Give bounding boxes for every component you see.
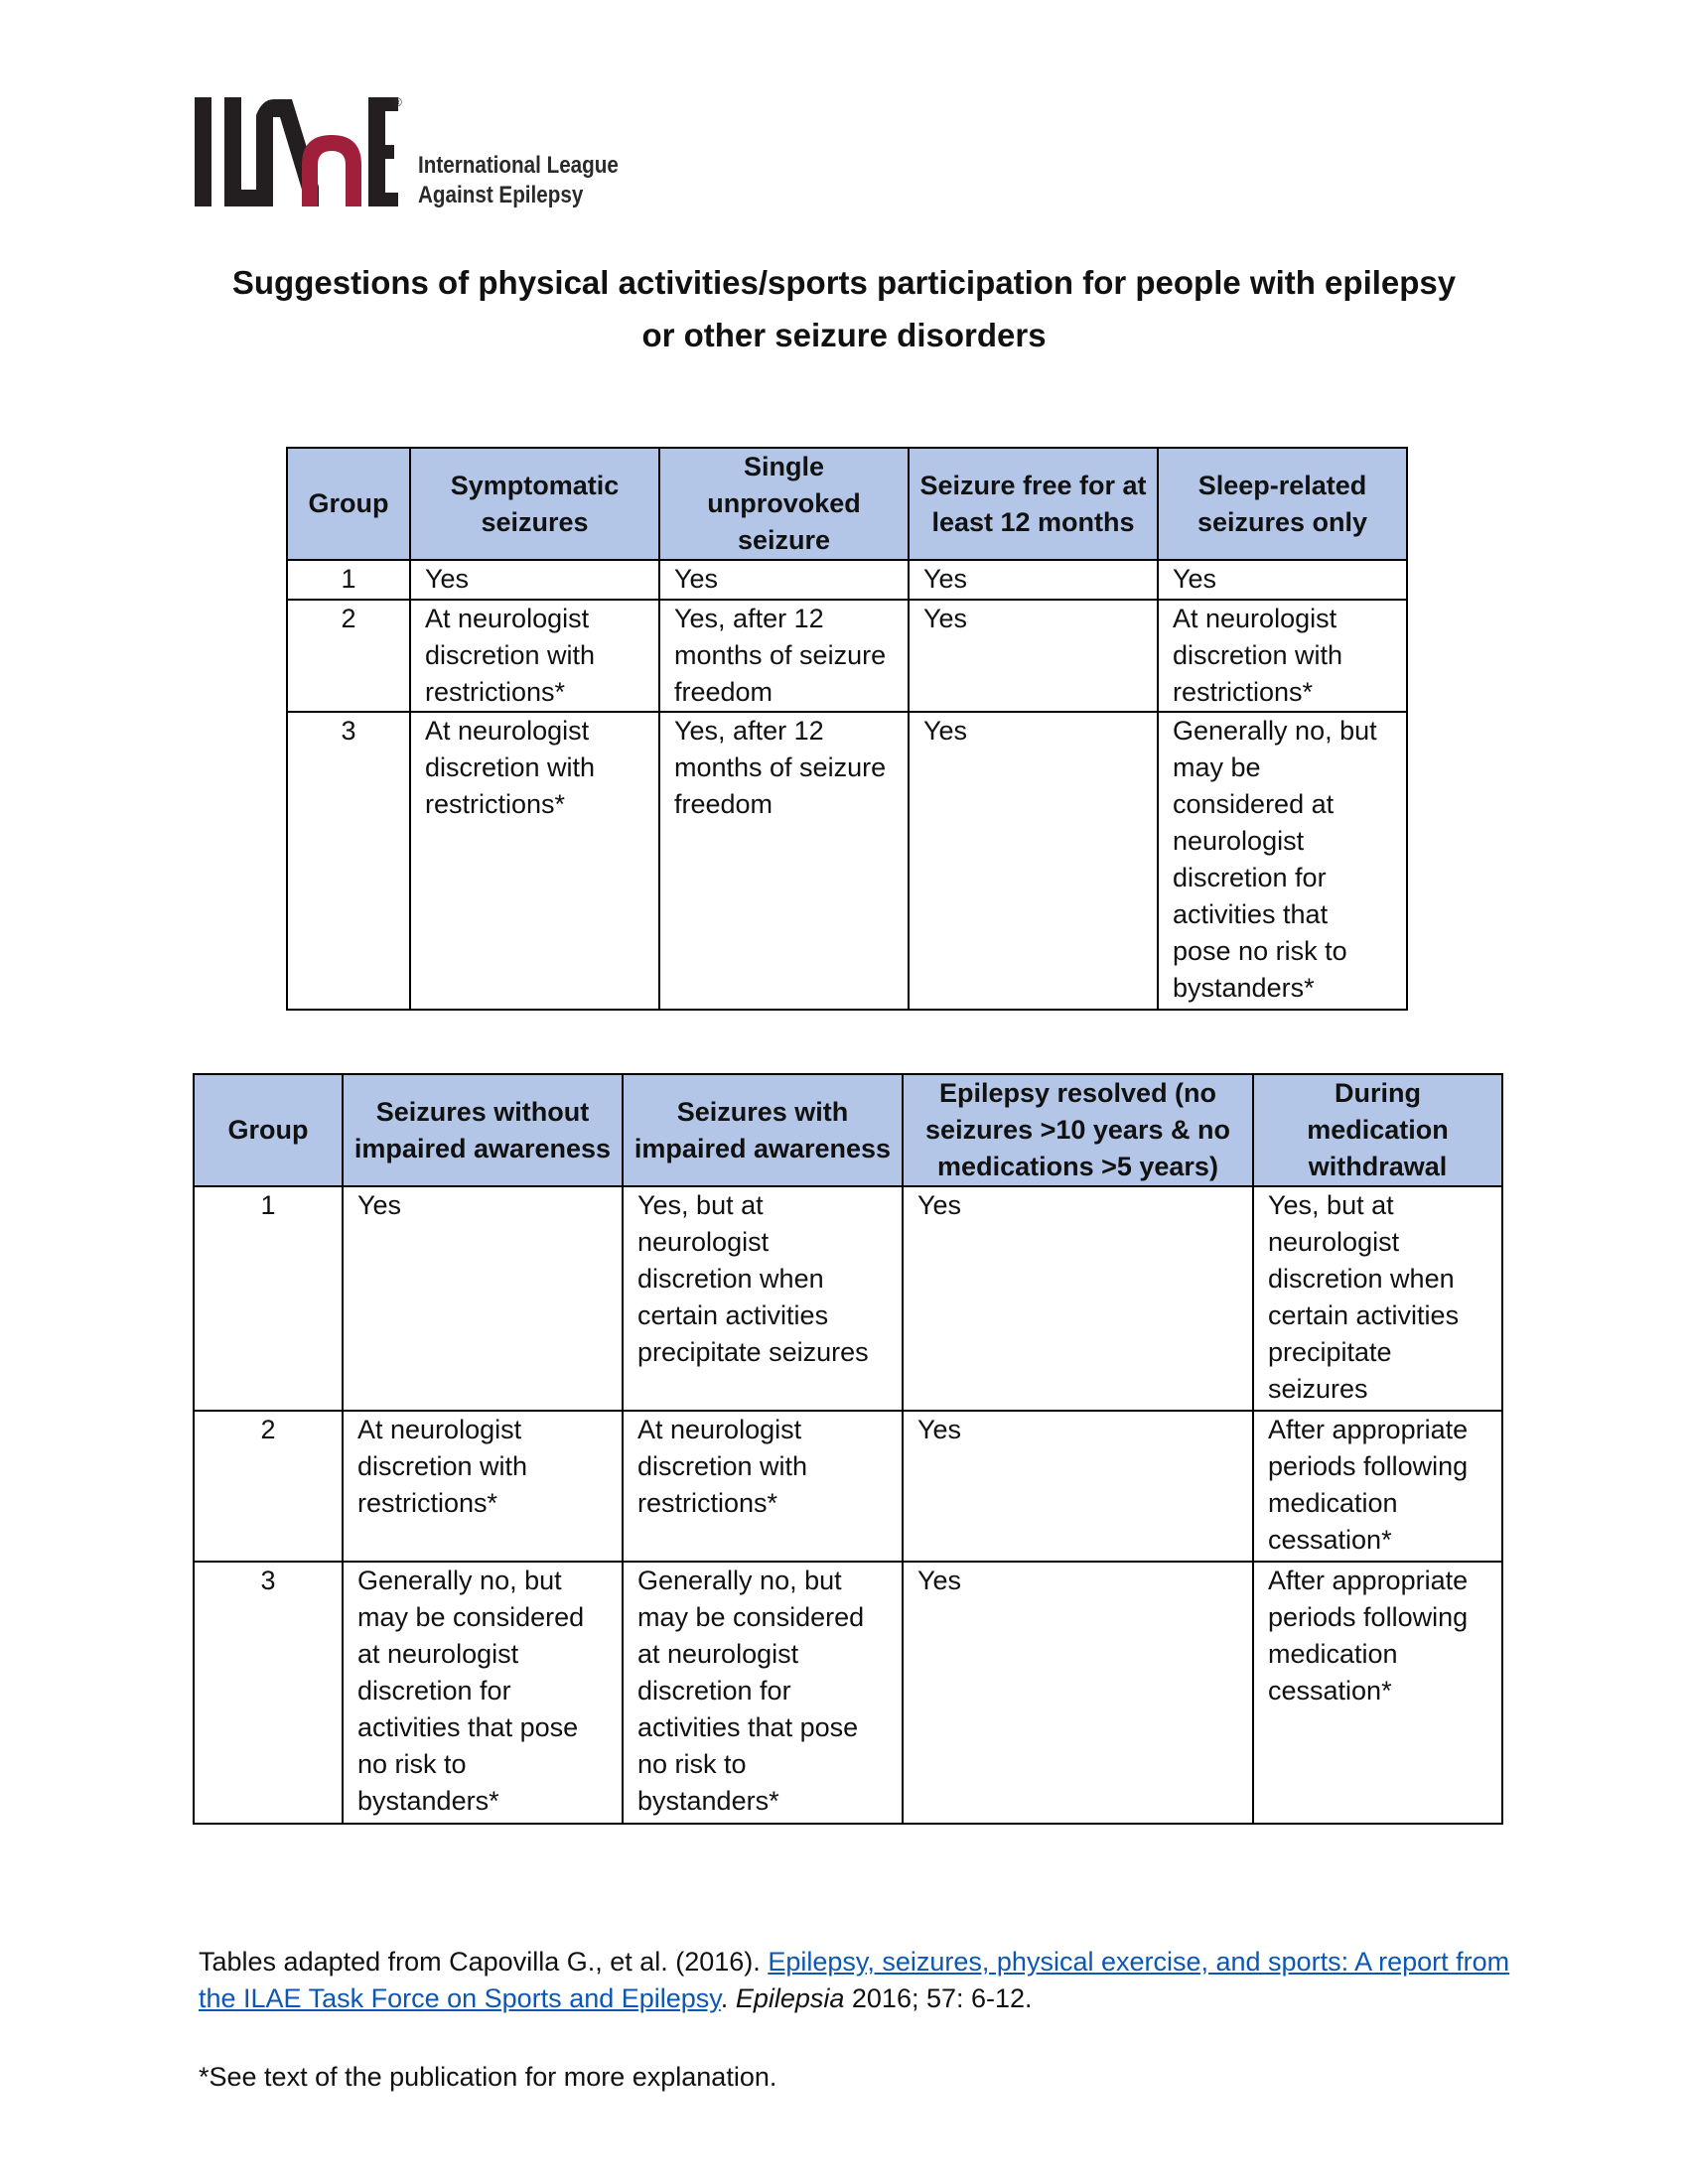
table-cell: At neurologist discretion with restrictions* (623, 1411, 903, 1562)
table-cell: Generally no, but may be considered at neurologist discretion for activities that pose no risk to bystanders* (623, 1562, 903, 1824)
table-cell: At neurologist discretion with restrictions* (410, 712, 659, 1010)
table-cell: At neurologist discretion with restrictions* (343, 1411, 623, 1562)
ilae-logo-mark (195, 95, 403, 212)
journal-name: Epilepsia (735, 1983, 845, 2013)
organization-name (418, 151, 619, 210)
table-cell: Yes (909, 600, 1158, 712)
table-cell: Yes (909, 712, 1158, 1010)
group-number: 2 (194, 1411, 343, 1562)
title-line-2: or other seizure disorders (641, 317, 1047, 353)
title-line-1: Suggestions of physical activities/sports participation for people with epilepsy (231, 264, 1457, 301)
table-cell: Yes, after 12 months of seizure freedom (659, 712, 909, 1010)
table-row (287, 712, 1407, 1010)
table-row (287, 600, 1407, 712)
table-cell: Yes (343, 1186, 623, 1411)
table-row (194, 1562, 1502, 1824)
header-seizures-without-impaired-awareness: Seizures without impaired awareness (343, 1074, 623, 1186)
table-cell: Generally no, but may be considered at neurologist discretion for activities that pose no risk to bystanders* (343, 1562, 623, 1824)
table-cell: At neurologist discretion with restrictions* (1158, 600, 1407, 712)
table-cell: Yes, after 12 months of seizure freedom (659, 600, 909, 712)
header-group: Group (194, 1074, 343, 1186)
table-cell: Yes (410, 560, 659, 600)
citation-separator: . (720, 1983, 736, 2013)
publication-link[interactable]: Epilepsy, seizures, physical exercise, and sports: A report from the ILAE Task Force on Sports and Epilepsy (199, 1947, 1510, 2013)
header-epilepsy-resolved: Epilepsy resolved (no seizures >10 years & no medications >5 years) (903, 1074, 1253, 1186)
table-header-row (194, 1074, 1502, 1186)
citation-prefix: Tables adapted from Capovilla G., et al. (2016). (199, 1947, 769, 1977)
table-row (194, 1186, 1502, 1411)
org-name-line-1: International League (418, 152, 619, 179)
group-number: 3 (194, 1562, 343, 1824)
table-row (194, 1411, 1502, 1562)
header-single-unprovoked-seizure: Single unprovoked seizure (659, 448, 909, 560)
header-medication-withdrawal: During medication withdrawal (1253, 1074, 1502, 1186)
ilae-logo (195, 95, 632, 214)
table-header-row (287, 448, 1407, 560)
table-cell: After appropriate periods following medication cessation* (1253, 1562, 1502, 1824)
group-number: 1 (194, 1186, 343, 1411)
table-cell: Yes (903, 1186, 1253, 1411)
participation-table-2 (193, 1073, 1503, 1825)
table-cell: Yes (903, 1411, 1253, 1562)
table-cell: Yes (1158, 560, 1407, 600)
header-symptomatic-seizures: Symptomatic seizures (410, 448, 659, 560)
group-number: 2 (287, 600, 410, 712)
table-cell: Yes (903, 1562, 1253, 1824)
header-group: Group (287, 448, 410, 560)
org-name-line-2: Against Epilepsy (418, 182, 584, 208)
table-cell: After appropriate periods following medication cessation* (1253, 1411, 1502, 1562)
participation-table-1 (286, 447, 1408, 1011)
page-title (179, 256, 1509, 361)
table-cell: Yes (909, 560, 1158, 600)
citation-suffix: 2016; 57: 6-12. (844, 1983, 1033, 2013)
table-row (287, 560, 1407, 600)
reference-citation (199, 1944, 1529, 2017)
header-seizures-with-impaired-awareness: Seizures with impaired awareness (623, 1074, 903, 1186)
group-number: 1 (287, 560, 410, 600)
table-cell: Yes (659, 560, 909, 600)
footnote: *See text of the publication for more explanation. (199, 2062, 777, 2092)
table-cell: Yes, but at neurologist discretion when certain activities precipitate seizures (623, 1186, 903, 1411)
table-cell: Generally no, but may be considered at neurologist discretion for activities that pose no risk to bystanders* (1158, 712, 1407, 1010)
table-cell: At neurologist discretion with restrictions* (410, 600, 659, 712)
registered-mark: ® (393, 95, 402, 109)
header-sleep-related-seizures: Sleep-related seizures only (1158, 448, 1407, 560)
header-seizure-free-12-months: Seizure free for at least 12 months (909, 448, 1158, 560)
group-number: 3 (287, 712, 410, 1010)
table-cell: Yes, but at neurologist discretion when certain activities precipitate seizures (1253, 1186, 1502, 1411)
